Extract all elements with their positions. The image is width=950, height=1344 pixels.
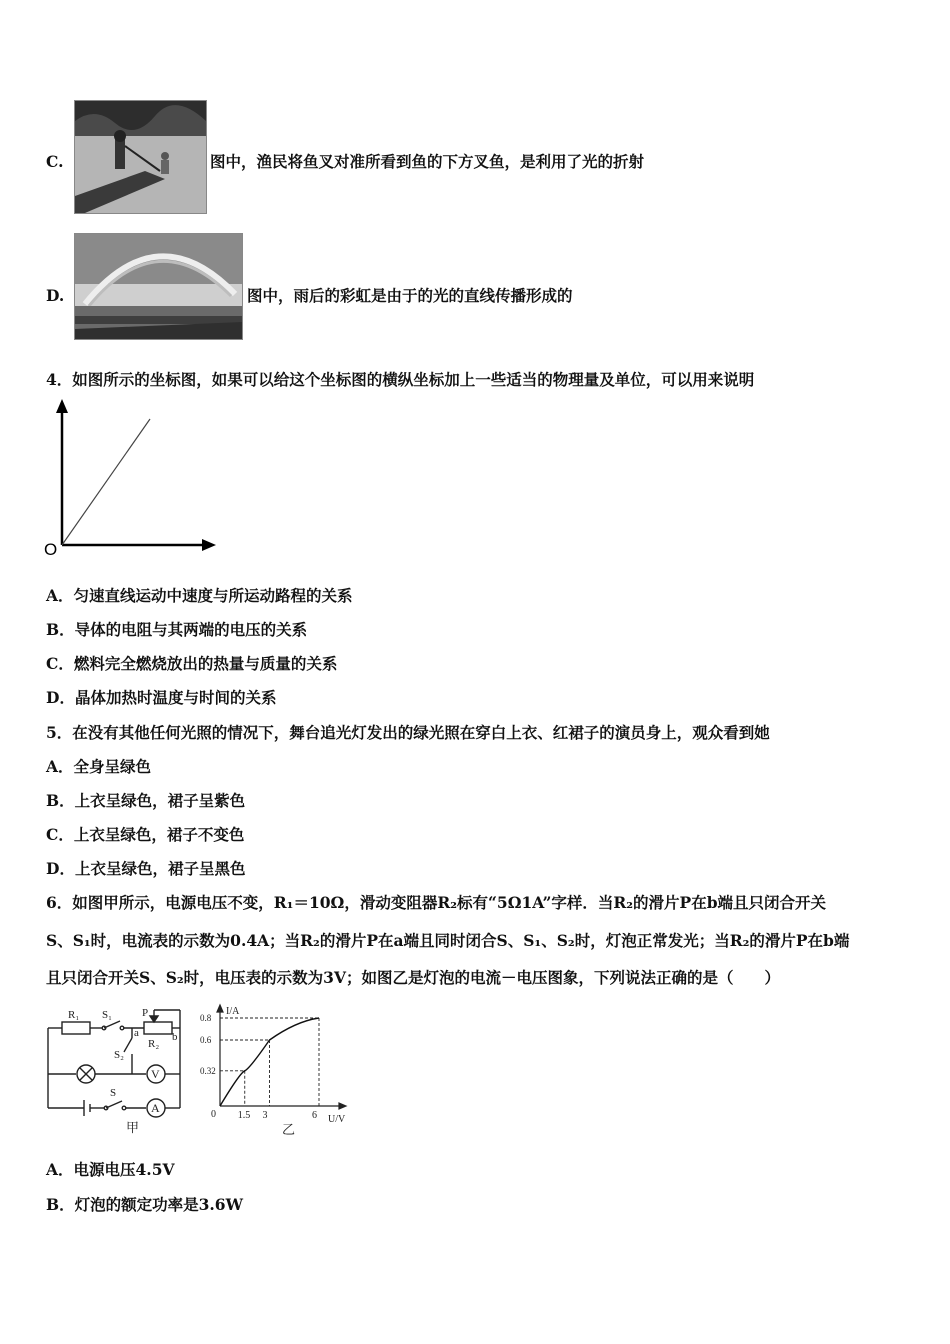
graph-caption: 乙 xyxy=(282,1122,296,1137)
option-d-letter: D. xyxy=(46,286,65,305)
s1-switch xyxy=(104,1021,120,1028)
a-label: a xyxy=(134,1027,139,1039)
s1-label: S₁ xyxy=(102,1009,112,1021)
s2-label: S₂ xyxy=(114,1049,124,1061)
r2-label: R₂ xyxy=(148,1038,160,1050)
q5-option-a: A．全身呈绿色 xyxy=(46,757,152,776)
q4-stem: 4．如图所示的坐标图，如果可以给这个坐标图的横纵坐标加上一些适当的物理量及单位，可以用来说明 xyxy=(46,370,755,389)
q6-stem-line-2: S、S₁时，电流表的示数为0.4A；当R₂的滑片P在a端且同时闭合S、S₁、S₂时，灯泡正常发光；当R₂的滑片P在b端 xyxy=(46,931,850,950)
rainbow-photo xyxy=(74,233,243,340)
q5-option-d: D．上衣呈绿色，裙子呈黑色 xyxy=(46,859,246,878)
q4-x-arrow xyxy=(202,539,216,551)
q4-series-line xyxy=(62,419,150,545)
iv-ylabel: I/A xyxy=(226,1006,240,1017)
fisherman-photo xyxy=(74,100,207,214)
q4-origin-label: O xyxy=(44,540,58,559)
q6-stem-line-1: 6．如图甲所示，电源电压不变，R₁＝10Ω，滑动变阻器R₂标有“5Ω1A”字样．当R₂的滑片P在b端且只闭合开关 xyxy=(46,893,827,912)
iv-y-tick-1: 0.32 xyxy=(200,1065,216,1076)
iv-x-arrow xyxy=(339,1103,346,1109)
iv-x-tick-3: 6 xyxy=(312,1110,317,1121)
s2-switch xyxy=(124,1038,132,1052)
circuit-diagram xyxy=(40,1000,200,1140)
q6-option-a: A．电源电压4.5V xyxy=(46,1160,175,1179)
q4-option-a: A．匀速直线运动中速度与所运动路程的关系 xyxy=(46,586,353,605)
q4-option-d: D．晶体加热时温度与时间的关系 xyxy=(46,688,277,707)
option-c-letter: C. xyxy=(46,152,64,171)
p-label: P xyxy=(142,1007,149,1019)
iv-y-arrow xyxy=(217,1005,223,1012)
q4-option-b: B．导体的电阻与其两端的电压的关系 xyxy=(46,620,308,639)
iv-y-tick-2: 0.6 xyxy=(200,1035,212,1045)
q5-option-c: C．上衣呈绿色，裙子不变色 xyxy=(46,825,245,844)
iv-origin: 0 xyxy=(211,1109,216,1120)
voltmeter-label: V xyxy=(151,1067,160,1081)
q5-option-b: B．上衣呈绿色，裙子呈紫色 xyxy=(46,791,246,810)
q5-stem: 5．在没有其他任何光照的情况下，舞台追光灯发出的绿光照在穿白上衣、红裙子的演员身上，观众看到她 xyxy=(46,723,770,742)
iv-x-tick-2: 3 xyxy=(262,1110,268,1121)
r1-label: R₁ xyxy=(68,1009,80,1021)
ammeter-label: A xyxy=(151,1101,160,1115)
r2-rheostat xyxy=(144,1022,172,1034)
b-label: b xyxy=(172,1031,178,1043)
q4-option-c: C．燃料完全燃烧放出的热量与质量的关系 xyxy=(46,654,338,673)
option-d-text: 图中，雨后的彩虹是由于的光的直线传播形成的 xyxy=(247,286,573,305)
lamp-iv-graph xyxy=(200,1000,355,1140)
option-c-text: 图中，渔民将鱼叉对准所看到鱼的下方叉鱼，是利用了光的折射 xyxy=(210,152,645,171)
q4-coordinate-graph xyxy=(40,397,220,559)
circuit-caption: 甲 xyxy=(126,1120,140,1135)
iv-y-tick-3: 0.8 xyxy=(200,1013,212,1023)
iv-xlabel: U/V xyxy=(328,1114,346,1125)
s-label: S xyxy=(110,1087,117,1099)
q6-option-b: B．灯泡的额定功率是3.6W xyxy=(46,1195,243,1214)
iv-x-tick-1: 1.5 xyxy=(237,1110,251,1121)
r1-resistor xyxy=(62,1022,90,1034)
q6-stem-line-3: 且只闭合开关S、S₂时，电压表的示数为3V；如图乙是灯泡的电流－电压图象，下列说法正确的是（ ） xyxy=(46,968,780,987)
q4-y-arrow xyxy=(56,399,68,413)
s-switch xyxy=(106,1101,122,1108)
